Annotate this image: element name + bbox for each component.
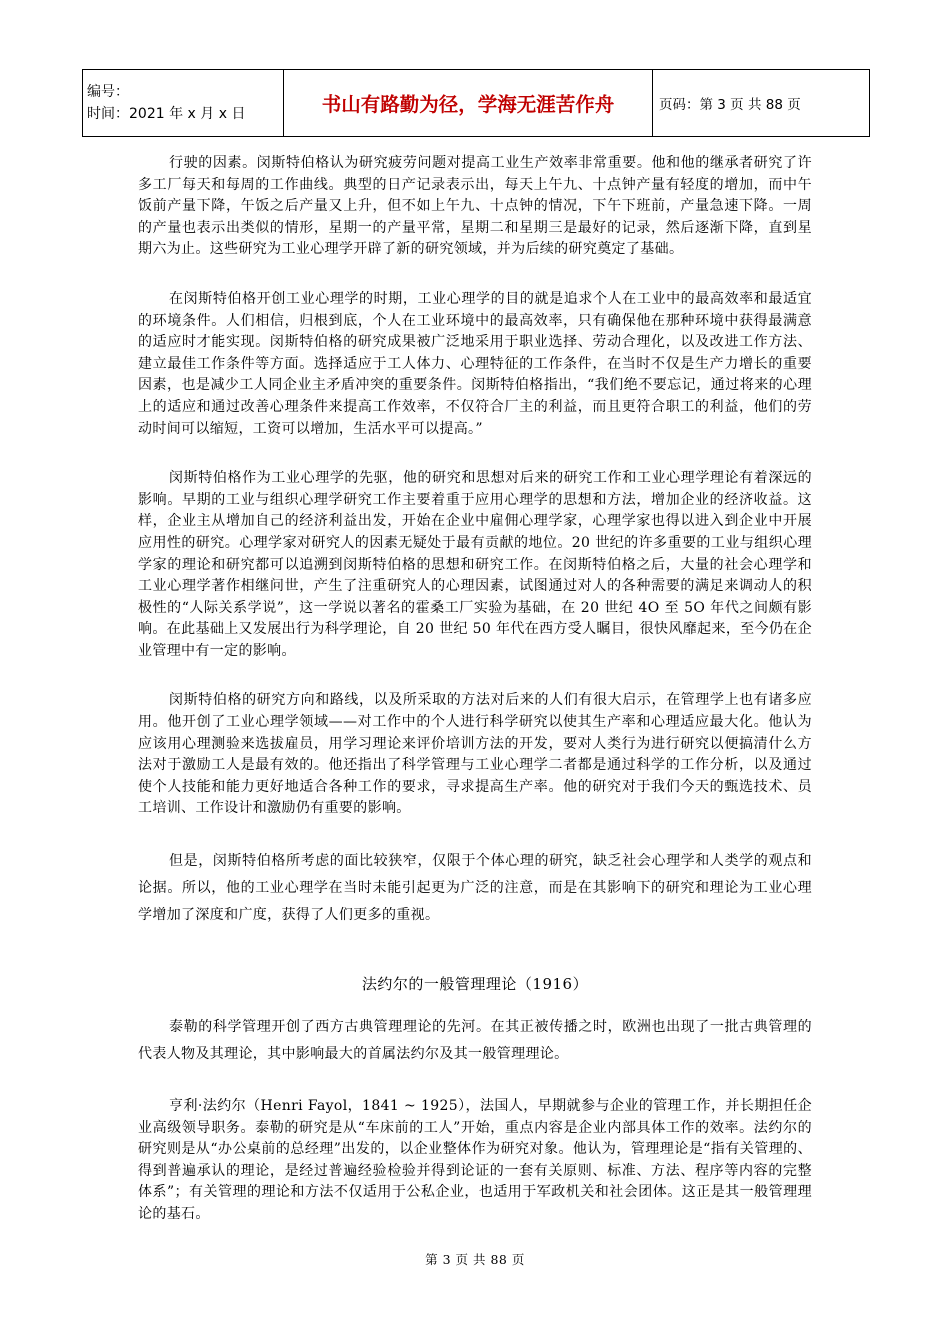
header-motto: 书山有路勤为径，学海无涯苦作舟 (284, 70, 653, 137)
document-number: 编号： (87, 84, 129, 100)
document-body (138, 153, 812, 1254)
body-paragraph: 但是，闵斯特伯格所考虑的面比较狭窄，仅限于个体心理的研究，缺乏社会心理学和人类学的观点和论据。所以，他的工业心理学在当时未能引起更为广泛的注意，而是在其影响下的研究和理论为工业心理学增加了深度和广度，获得了人们更多的重视。 (138, 853, 812, 924)
body-paragraph: 行驶的因素。闵斯特伯格认为研究疲劳问题对提高工业生产效率非常重要。他和他的继承者研究了许多工厂每天和每周的工作曲线。典型的日产记录表示出，每天上午九、十点钟产量有轻度的增加，而中午饭前产量下降，午饭之后产量又上升，但不如上午九、十点钟的情况，下午下班前，产量急速下降。一周的产量也表示出类似的情形，星期一的产量平常，星期二和星期三是最好的记录，然后逐渐下降，直到星期六为止。这些研究为工业心理学开辟了新的研究领域，并为后续的研究奠定了基础。 (138, 155, 812, 258)
page-header (82, 69, 870, 137)
header-page-number: 页码：第 3 页 共 88 页 (653, 70, 870, 137)
section-paragraph: 泰勒的科学管理开创了西方古典管理理论的先河。在其正被传播之时，欧洲也出现了一批古典管理的代表人物及其理论，其中影响最大的首属法约尔及其一般管理理论。 (138, 1019, 812, 1063)
page-footer: 第 3 页 共 88 页 (425, 1252, 525, 1267)
header-meta (83, 70, 284, 137)
document-date: 时间：2021 年 x 月 x 日 (87, 106, 246, 122)
section-paragraph: 亨利·法约尔（Henri Fayol，1841 ~ 1925），法国人，早期就参与企业的管理工作，并长期担任企业高级领导职务。泰勒的研究是从“车床前的工人”开始，重点内容是企业内部具体工作的效率。法约尔的研究则是从“办公桌前的总经理”出发的，以企业整体作为研究对象。他认为，管理理论是“指有关管理的、得到普遍承认的理论，是经过普遍经验检验并得到论证的一套有关原则、标准、方法、程序等内容的完整体系”；有关管理的理论和方法不仅适用于公私企业，也适用于军政机关和社会团体。这正是其一般管理理论的基石。 (138, 1098, 812, 1222)
body-paragraph: 在闵斯特伯格开创工业心理学的时期，工业心理学的目的就是追求个人在工业中的最高效率和最适宜的环境条件。人们相信，归根到底，个人在工业环境中的最高效率，只有确保他在那种环境中获得最满意的适应时才能实现。闵斯特伯格的研究成果被广泛地采用于职业选择、劳动合理化，以及改进工作方法、建立最佳工作条件等方面。选择适应于工人体力、心理特征的工作条件，在当时不仅是生产力增长的重要因素，也是减少工人同企业主矛盾冲突的重要条件。闵斯特伯格指出，“我们绝不要忘记，通过将来的心理上的适应和通过改善心理条件来提高工作效率，不仅符合厂主的利益，而且更符合职工的利益，他们的劳动时间可以缩短，工资可以增加，生活水平可以提高。” (138, 290, 812, 437)
body-paragraph: 闵斯特伯格作为工业心理学的先驱，他的研究和思想对后来的研究工作和工业心理学理论有着深远的影响。早期的工业与组织心理学研究工作主要着重于应用心理学的思想和方法，增加企业的经济收益。这样，企业主从增加自己的经济利益出发，开始在企业中雇佣心理学家，心理学家也得以进入到企业中开展应用性的研究。心理学家对研究人的因素无疑处于最有贡献的地位。20 世纪的许多重要的工业与组织心理学家的理论和研究都可以追溯到闵斯特伯格的思想和研究工作。在闵斯特伯格之后，大量的社会心理学和工业心理学著作相继问世，产生了注重研究人的心理因素，试图通过对人的各种需要的满足来调动人的积极性的“人际关系学说”，这一学说以著名的霍桑工厂实验为基础，在 20 世纪 4O 至 5O 年代之间颇有影响。在此基础上又发展出行为科学理论，自 20 世纪 50 年代在西方受人瞩目，很快风靡起来，至今仍在企业管理中有一定的影响。 (138, 470, 812, 659)
section-heading: 法约尔的一般管理理论（1916） (361, 975, 589, 994)
body-paragraph: 闵斯特伯格的研究方向和路线，以及所采取的方法对后来的人们有很大启示，在管理学上也有诸多应用。他开创了工业心理学领域——对工作中的个人进行科学研究以使其生产率和心理适应最大化。他认为应该用心理测验来选拔雇员，用学习理论来评价培训方法的开发，要对人类行为进行研究以便搞清什么方法对于激励工人是最有效的。他还指出了科学管理与工业心理学二者都是通过科学的工作分析，以及通过使个人技能和能力更好地适合各种工作的要求，寻求提高生产率。他的研究对于我们今天的甄选技术、员工培训、工作设计和激励仍有重要的影响。 (138, 692, 812, 817)
